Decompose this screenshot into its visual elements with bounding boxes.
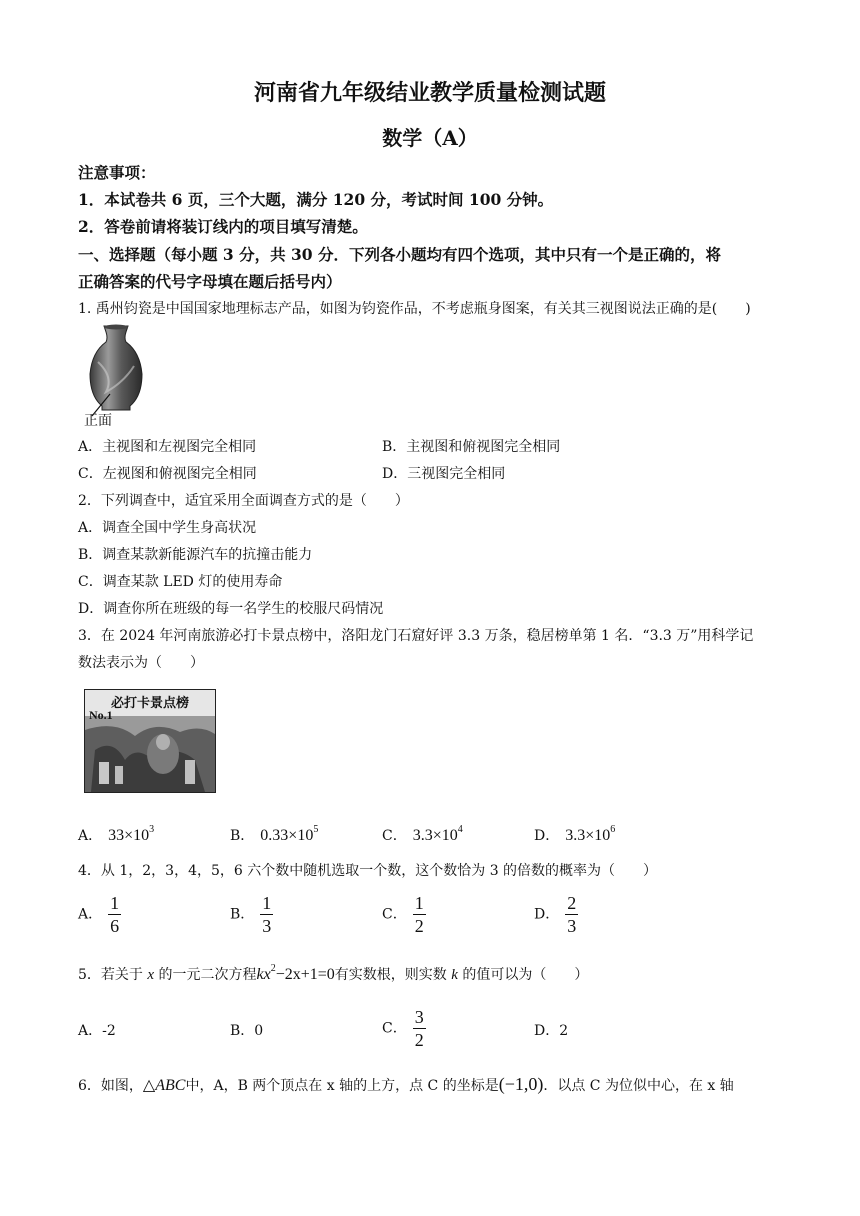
subject-title: 数学（A）	[382, 126, 478, 150]
q6-stem-a: 6．如图，	[78, 1078, 143, 1094]
notes-heading: 注意事项：	[78, 163, 156, 182]
q5-stem-d: 的值可以为（ ）	[462, 967, 589, 983]
q4-option-c	[382, 892, 426, 937]
q5-option-a: A．-2	[78, 1023, 116, 1039]
q4-option-d-numerator: 2	[567, 893, 577, 913]
section-heading-line-1: 一、选择题（每小题 3 分，共 30 分．下列各小题均有四个选项，其中只有一个是正确的，将	[78, 245, 721, 264]
notes-item-2: 2．答卷前请将装订线内的项目填写清楚。	[78, 217, 368, 236]
q5-stem-b: 的一元二次方程	[158, 967, 257, 983]
q3-option-d-label: D．	[534, 828, 560, 844]
q4-option-c-fraction	[413, 892, 426, 937]
scenic-rank: No.1	[89, 708, 113, 722]
q3-option-c-base: 3.3×10	[412, 827, 458, 844]
q6-stem-b: 中，A，B 两个顶点在 x 轴的上方，点 C 的坐标是	[185, 1078, 499, 1094]
q5-var-x: x	[147, 967, 155, 983]
q4-option-c-numerator: 1	[414, 893, 424, 913]
q4-option-d-fraction	[565, 892, 578, 937]
q4-option-b	[230, 892, 273, 937]
q3-option-d	[534, 824, 615, 845]
q1-option-a: A．主视图和左视图完全相同	[78, 439, 257, 455]
q4-option-c-denominator: 2	[414, 916, 424, 936]
q3-option-c-label: C．	[382, 828, 407, 844]
q3-option-a-label: A．	[78, 828, 103, 844]
q2-option-b: B．调查某款新能源汽车的抗撞击能力	[78, 547, 313, 563]
q3-option-b-exp: 5	[313, 824, 319, 835]
q2-option-a: A．调查全国中学生身高状况	[78, 520, 257, 536]
q5-option-c-numerator: 3	[414, 1007, 424, 1027]
scenic-list-title: 必打卡景点榜	[110, 696, 189, 711]
vase-figure	[84, 322, 154, 430]
q4-option-d-label: D．	[534, 906, 560, 923]
q4-option-b-fraction	[260, 892, 273, 937]
vase-label: 正面	[84, 413, 112, 429]
q1-option-b: B．主视图和俯视图完全相同	[382, 439, 561, 455]
q5-var-k: k	[451, 967, 458, 983]
q4-stem: 4．从 1，2，3，4，5，6 六个数中随机选取一个数，这个数恰为 3 的倍数的概率为（ ）	[78, 863, 658, 879]
q4-option-b-label: B．	[230, 906, 255, 923]
q2-stem: 2．下列调查中，适宜采用全面调查方式的是（ ）	[78, 493, 409, 509]
q5-option-c-fraction	[413, 1006, 426, 1051]
q3-option-c	[382, 824, 463, 845]
q5-eq-rest: −2x+1=0	[275, 966, 335, 983]
q5-option-c-denominator: 2	[414, 1030, 424, 1050]
q4-option-a-denominator: 6	[110, 916, 120, 936]
q3-option-a	[78, 824, 154, 845]
q5-eq-exp: 2	[270, 963, 276, 974]
q5-stem	[78, 963, 588, 984]
q2-option-c: C．调查某款 LED 灯的使用寿命	[78, 574, 283, 590]
q5-equation	[256, 963, 335, 983]
q4-option-a-numerator: 1	[110, 893, 120, 913]
q3-option-b-base: 0.33×10	[260, 827, 314, 844]
section-heading-line-2: 正确答案的代号字母填在题后括号内）	[78, 272, 342, 291]
q3-option-c-exp: 4	[457, 824, 463, 835]
q1-stem: 1. 禹州钧瓷是中国国家地理标志产品，如图为钧瓷作品，不考虑瓶身图案，有关其三视图说法正确的是( )	[78, 301, 751, 317]
q3-option-a-exp: 3	[149, 824, 155, 835]
q6-stem-c: ．以点 C 为位似中心，在 x 轴	[543, 1078, 734, 1094]
q1-option-d: D．三视图完全相同	[382, 466, 506, 482]
q5-option-d: D．2	[534, 1023, 569, 1039]
q4-option-a-label: A．	[78, 906, 103, 923]
q4-option-d-denominator: 3	[567, 916, 577, 936]
q3-option-d-base: 3.3×10	[565, 827, 611, 844]
q5-option-c-label: C．	[382, 1020, 407, 1037]
q3-stem-line-1: 3．在 2024 年河南旅游必打卡景点榜中，洛阳龙门石窟好评 3.3 万条，稳居榜单第 1 名．“3.3 万”用科学记	[78, 628, 754, 644]
q3-option-a-base: 33×10	[108, 827, 150, 844]
q3-stem-line-2: 数法表示为（ ）	[78, 655, 204, 671]
q6-coordinate: (−1,0)	[498, 1074, 544, 1094]
q4-option-a-fraction	[108, 892, 121, 937]
q5-stem-c: 有实数根，则实数	[334, 967, 447, 983]
q4-option-b-numerator: 1	[262, 893, 272, 913]
q6-stem	[78, 1074, 734, 1095]
q4-option-b-denominator: 3	[262, 916, 272, 936]
q5-option-b: B．0	[230, 1023, 264, 1039]
q6-triangle: △ABC	[142, 1077, 186, 1094]
q4-option-a	[78, 892, 121, 937]
q3-option-b	[230, 824, 318, 845]
q5-option-c	[382, 1006, 426, 1051]
scenic-spot-figure	[84, 689, 216, 793]
notes-item-1: 1．本试卷共 6 页，三个大题，满分 120 分，考试时间 100 分钟。	[78, 190, 554, 209]
q5-stem-a: 5．若关于	[78, 967, 143, 983]
q4-option-c-label: C．	[382, 906, 407, 923]
q4-option-d	[534, 892, 578, 937]
q3-option-b-label: B．	[230, 828, 255, 844]
q1-option-c: C．左视图和俯视图完全相同	[78, 466, 257, 482]
q5-eq-k: kx	[256, 966, 271, 983]
q2-option-d: D．调查你所在班级的每一名学生的校服尺码情况	[78, 601, 384, 617]
q3-option-d-exp: 6	[610, 824, 616, 835]
page-title: 河南省九年级结业教学质量检测试题	[253, 80, 606, 106]
